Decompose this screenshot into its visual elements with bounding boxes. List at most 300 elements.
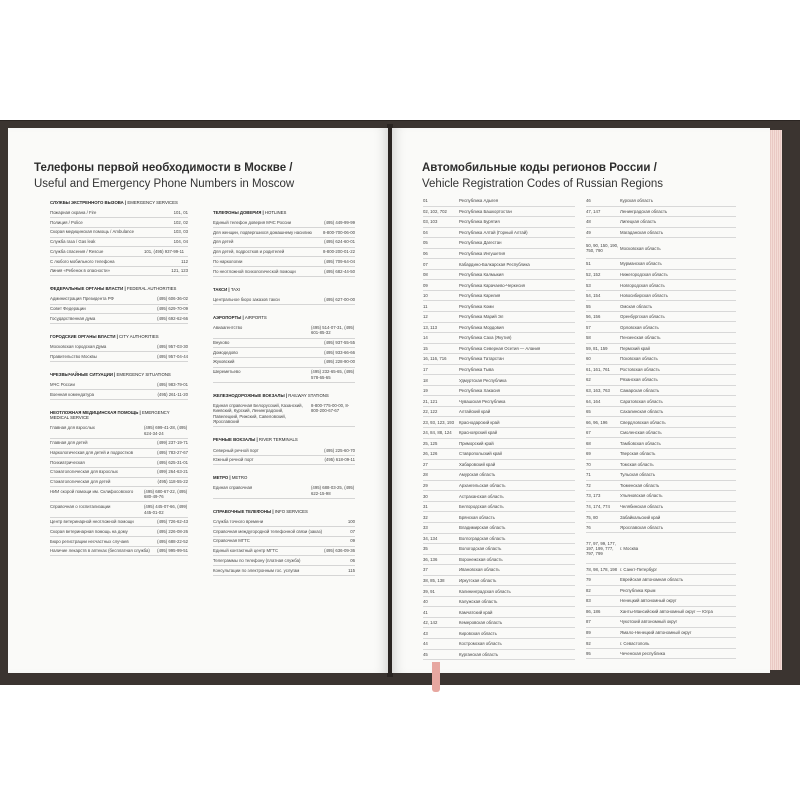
phone-label: Стоматологическая для взрослых [50,469,118,475]
phone-row [213,401,355,427]
phone-row [213,348,355,358]
region-row [586,460,736,471]
region-name: г. Москва [620,545,639,551]
phone-row [213,484,355,499]
phone-number: 103, 03 [173,229,188,235]
section-heading [50,372,188,378]
phone-row [50,478,188,488]
region-name: Республика Карелия [459,293,501,299]
section-heading [213,210,355,216]
region-name: Алтайский край [459,409,491,415]
phone-label: Администрация Президента РФ [50,296,114,302]
region-name: Республика Тыва [459,367,494,373]
section-heading [50,410,188,421]
region-row [423,344,575,355]
phone-number: (495) 933-66-66 [324,349,355,355]
region-row [423,618,575,629]
phone-label: Полиция / Police [50,219,83,225]
region-name: Челябинская область [620,504,664,510]
phone-label: Внуково [213,340,230,346]
region-code: 42, 142 [423,620,438,626]
section-heading-ru: ТАКСИ | [213,286,231,292]
phone-row [50,380,188,390]
phone-row [50,238,188,248]
region-code: 79 [586,577,591,583]
region-name: Чувашская Республика [459,398,506,404]
region-code: 75, 80 [586,514,598,520]
phone-label: МЧС России [50,381,75,387]
region-row [423,491,575,502]
region-name: Ростовская область [620,366,660,372]
region-row [423,365,575,376]
region-name: Ярославская область [620,525,664,531]
phone-row [213,527,355,537]
region-name: Республика Алтай (Горный Алтай) [459,229,528,235]
region-code: 86, 186 [586,608,601,614]
section-heading-en: AIRPORTS [244,314,267,320]
phone-number: (495) 937-55-55 [324,340,355,346]
region-name: г. Санкт-Петербург [620,566,658,572]
region-row [423,228,575,239]
phone-label: Центр ветеринарной неотложной помощи [50,519,134,525]
phone-label: Совет Федерации [50,306,86,312]
region-name: Вологодская область [459,546,502,552]
region-code: 77, 97, 99, 177, 197, 199, 777, 797, 799 [586,540,616,556]
region-name: Курская область [620,198,653,204]
region-code: 49 [586,229,591,235]
phone-row [213,556,355,566]
phone-row [213,257,355,267]
region-code: 95 [586,651,591,657]
region-name: Нижегородская область [620,272,668,277]
phone-row [50,247,188,257]
phone-row [213,228,355,238]
region-name: Томская область [620,461,654,467]
region-code: 33 [423,525,428,531]
region-name: Орловская область [620,324,659,330]
phone-label: Северный речной порт [213,447,259,453]
region-code: 92 [586,640,591,646]
phone-row [50,228,188,238]
region-name: Удмуртская Республика [459,377,507,383]
phone-row [50,257,188,267]
section-heading [213,475,355,481]
section-heading-en: EMERGENCY MEDICAL SERVICE [50,409,170,421]
region-row [423,354,575,365]
section-heading [50,200,188,206]
region-row [586,301,736,312]
phone-row [50,314,188,324]
region-row [423,481,575,492]
region-name: Ленинградская область [620,208,668,214]
region-code: 12 [423,314,428,320]
region-code: 70 [586,461,591,467]
region-code: 48 [586,219,591,225]
phone-row [50,547,188,557]
phone-row [213,267,355,277]
section-heading-en: METRO [231,475,248,481]
region-name: Московская область [620,245,661,251]
region-name: Кировская область [459,630,497,636]
region-name: Республика Коми [459,303,494,309]
section-heading-ru: СЛУЖБЫ ЭКСТРЕННОГО ВЫЗОВА | [50,200,128,205]
region-row [586,564,736,575]
phone-number: 121, 123 [171,268,188,274]
phone-label: Психиатрическая [50,459,85,465]
region-row [586,523,736,534]
region-row [586,270,736,281]
phone-section [213,210,355,277]
region-name: Владимирская область [459,525,506,531]
region-code: 35 [423,546,428,552]
region-name: Красноярский край [459,430,497,436]
section-heading-en: FEDERAL AUTHORITIES [126,286,177,292]
region-row [423,534,575,545]
phone-label: Справочная междугородной телефонной связи (заказ) [213,528,322,534]
region-code: 64, 164 [586,398,601,404]
region-row [423,544,575,555]
region-name: Иркутская область [459,577,497,583]
phone-row [50,424,188,439]
region-code: 06 [423,251,428,256]
phone-number: (495) 726-62-43 [157,519,188,525]
region-code: 17 [423,367,428,373]
region-row [586,491,736,502]
phone-label: Консультации по электронным гос. услугам [213,567,300,573]
phone-row [50,518,188,528]
region-code: 34, 134 [423,535,438,541]
phone-label: Центральное бюро заказов такси [213,296,280,302]
phone-label: Единая справочная Белорусский, Казанский, Киевский, Курский, Ленинградский, Павелецкий, Рижский, Савеловский, Ярославский [213,402,303,425]
section-heading-ru: ЧРЕЗВЫЧАЙНЫЕ СИТУАЦИИ | [50,371,117,377]
region-row [586,607,736,618]
phone-label: Пожарная охрана / Fire [50,210,97,216]
section-heading-en: RAILWAY STATIONS [288,392,329,398]
region-name: Кабардино-Балкарская Республика [459,261,530,267]
section-heading-ru: АЭРОПОРТЫ | [213,314,245,320]
phone-number: (495) 625-31-01 [157,459,188,465]
phone-label: Единый телефон доверия МЧС России [213,220,292,226]
phone-number: (495) 261-11-20 [157,391,188,397]
region-row [586,638,736,649]
region-row [423,586,575,597]
region-name: Ненецкий автономный округ [620,598,677,604]
region-code: 10 [423,293,428,299]
region-name: Курганская область [459,651,499,657]
region-name: Республика Хакасия [459,388,500,394]
phone-number: (495) 226-08-26 [157,528,188,534]
region-name: Ульяновская область [620,493,663,499]
phone-number: (499) 237-19-71 [157,440,188,446]
section-heading-en: EMERGENCY SITUATIONS [116,371,171,377]
phone-number: (495) 692-62-66 [157,315,188,321]
region-code: 08 [423,272,428,278]
region-code: 02, 102, 702 [423,208,447,214]
region-name: Краснодарский край [459,419,500,425]
region-code: 45 [423,651,428,657]
phone-number: 112 [181,258,188,264]
right-title-en: Vehicle Registration Codes of Russian Regions [422,178,663,190]
phone-label: Скорая медицинская помощь / Ambulance [50,229,135,235]
region-code: 78, 98, 178, 198 [586,566,618,572]
phone-row [213,456,355,466]
region-code: 43 [423,630,428,636]
region-name: Калининградская область [459,588,511,594]
region-row [586,386,736,397]
region-name: Тульская область [620,472,656,478]
phone-row [50,439,188,449]
region-name: Смоленская область [620,430,662,436]
region-name: Республика Бурятия [459,219,500,225]
region-code: 16, 116, 716 [423,356,447,362]
left-title-ru: Телефоны первой необходимости в Москве / [34,162,293,174]
phone-label: Главная для детей [50,440,88,446]
region-row [423,502,575,513]
region-code: 50, 90, 150, 190, 750, 790 [586,243,619,254]
region-code: 39, 91 [423,588,435,594]
phone-number: (495) 228-90-00 [324,359,355,365]
region-code: 24, 84, 88, 124 [423,430,452,436]
region-name: Республика Ингушетия [459,251,506,256]
region-row [586,354,736,365]
phone-number: (495) 606-36-02 [157,296,188,302]
region-name: Тюменская область [620,482,660,488]
phone-number: (495) 682-44-50 [324,268,355,274]
region-row [586,207,736,218]
codes-column-1 [423,196,575,660]
phone-number: 115 [348,567,355,573]
region-name: Ханты-Мансийский автономный округ — Югра [620,608,713,614]
section-heading-ru: ГОРОДСКИЕ ОРГАНЫ ВЛАСТИ | [50,333,120,339]
section-heading [50,286,188,292]
region-row [586,512,736,523]
region-row [586,322,736,333]
region-name: Ивановская область [459,567,500,573]
phone-row [50,502,188,517]
region-row [586,238,736,259]
phone-row [50,305,188,315]
phone-label: Домодедово [213,349,238,355]
region-row [423,639,575,650]
phone-number: (495) 629-70-09 [157,306,188,312]
phone-number: (495) 624-60-01 [324,239,355,245]
phone-section [50,200,188,276]
section-heading-en: EMERGENCY SERVICES [127,200,178,205]
section-heading-ru: МЕТРО | [213,475,232,481]
left-page [8,128,388,673]
region-row [423,333,575,344]
region-code: 76 [586,525,591,531]
region-row [423,470,575,481]
region-row [423,217,575,228]
region-name: Хабаровский край [459,461,496,467]
phone-number: (495) 783-27-67 [157,450,188,456]
phone-row [213,537,355,547]
region-row [586,438,736,449]
region-name: Магаданская область [620,229,664,235]
region-row [586,344,736,355]
region-name: Забайкальский край [620,514,661,520]
section-heading-ru: НЕОТЛОЖНАЯ МЕДИЦИНСКАЯ ПОМОЩЬ | [50,409,142,415]
region-code: 18 [423,377,428,383]
phone-label: Главная для взрослых [50,425,95,431]
region-row [423,301,575,312]
region-row [586,628,736,639]
region-name: Оренбургская область [620,314,665,320]
phone-number: (495) 957-03-30 [157,343,188,349]
region-code: 44 [423,641,428,647]
phone-row [50,390,188,400]
region-name: Республика Северная Осетия — Алания [459,345,541,351]
region-code: 03, 103 [423,219,438,225]
phone-number: (495) 232-65-65, (495) 578-65-65 [311,369,355,380]
region-code: 13, 113 [423,324,438,330]
phone-section [50,286,188,324]
region-row [423,270,575,281]
region-row [423,555,575,566]
region-row [586,196,736,207]
section-heading-en: RIVER TERMINALS [258,437,298,443]
region-row [423,576,575,587]
region-row [586,596,736,607]
phone-number: 104, 04 [173,239,188,245]
phone-number: 8-800-200-01-22 [322,249,355,255]
region-code: 23, 93, 123, 193 [423,419,455,425]
phone-section [50,372,188,400]
phone-number: (495) 688-22-52 [157,538,188,544]
region-name: Брянская область [459,514,495,520]
phone-label: Скорая ветеринарная помощь на дому [50,528,128,534]
phone-label: Для детей [213,239,234,245]
region-name: Республика Саха (Якутия) [459,335,512,341]
phone-row [50,487,188,502]
region-code: 69 [586,451,591,457]
region-row [586,428,736,439]
region-row [586,280,736,291]
region-row [423,597,575,608]
region-code: 82 [586,587,591,593]
phone-label: Жуковский [213,359,235,365]
phone-section [213,393,355,428]
region-name: Республика Башкортостан [459,208,512,214]
phone-number: (495) 449-99-99 [324,220,355,226]
section-heading-ru: СПРАВОЧНЫЕ ТЕЛЕФОНЫ | [213,509,275,514]
section-heading-ru: ФЕДЕРАЛЬНЫЕ ОРГАНЫ ВЛАСТИ | [50,286,127,292]
region-row [586,396,736,407]
phone-row [50,458,188,468]
region-code: 55 [586,303,591,309]
phone-number: 101, 01 [173,210,188,216]
phone-number: (499) 264-63-21 [157,469,188,475]
phone-number: (495) 699-41-28, (495) 624-34-24 [144,425,188,436]
phone-row [213,219,355,229]
section-heading [213,287,355,293]
region-row [423,607,575,618]
region-code: 07 [423,261,428,267]
phone-row [213,339,355,349]
region-name: Костромская область [459,641,502,647]
phone-number: 8-800-775-00-00, 8-800-200-67-67 [311,402,350,414]
phone-section [213,475,355,499]
region-name: Республика Крым [620,587,656,593]
region-code: 38, 85, 138 [423,577,445,583]
phone-row [213,518,355,528]
region-code: 74, 174, 774 [586,504,610,510]
section-heading [213,437,355,443]
left-title-en: Useful and Emergency Phone Numbers in Moscow [34,178,295,190]
region-name: Псковская область [620,356,658,362]
phone-label: Для женщин, подвергшихся домашнему насилию [213,229,312,235]
region-code: 87 [586,619,591,625]
region-code: 83 [586,598,591,604]
region-name: Саратовская область [620,398,663,404]
phone-number: (495) 688-03-25, (495) 622-15-98 [311,485,355,496]
phone-row [213,566,355,576]
region-code: 54, 154 [586,293,601,299]
phone-row [50,352,188,362]
phone-row [213,323,355,338]
right-page [392,128,770,673]
phone-label: Московская городская Дума [50,343,107,349]
phone-label: Наличие лекарств в аптеках (бесплатная служба) [50,548,150,554]
phone-label: Справочная МГТС [213,538,250,544]
region-row [423,650,575,661]
phone-label: Единая справочная [213,485,253,491]
phones-column-1 [50,200,188,566]
region-row [586,259,736,270]
region-name: Республика Карачаево-Черкесия [459,282,525,288]
phone-label: Наркологическая для детей и подростков [50,450,134,456]
region-row [423,196,575,207]
phone-number: 06 [350,557,355,563]
region-name: Амурская область [459,472,496,478]
section-heading-en: INFO SERVICES [274,509,308,514]
region-code: 51 [586,261,591,267]
region-code: 58 [586,335,591,341]
region-name: Воронежская область [459,556,503,562]
region-code: 32 [423,514,428,520]
region-row [423,460,575,471]
phone-number: (495) 636-09-36 [324,548,355,554]
region-row [586,470,736,481]
section-heading-ru: РЕЧНЫЕ ВОКЗАЛЫ | [213,437,259,443]
phone-label: Единый контактный центр МГТС [213,548,279,554]
region-row [423,428,575,439]
phone-row [213,547,355,557]
region-name: Приморский край [459,440,494,446]
region-code: 37 [423,567,428,573]
region-row [423,312,575,323]
region-name: Сахалинская область [620,409,664,415]
region-code: 63, 163, 763 [586,388,610,394]
phone-label: Государственная дума [50,315,96,321]
region-name: Омская область [620,303,653,309]
region-name: Липецкая область [620,219,657,225]
region-name: Свердловская область [620,419,666,425]
region-code: 29 [423,483,428,489]
phone-number: 07 [350,528,355,534]
region-name: Ямало-Ненецкий автономный округ [620,629,692,635]
region-code: 41 [423,609,428,615]
phone-row [213,358,355,368]
region-code: 05 [423,240,428,246]
region-code: 59, 81, 159 [586,345,608,351]
phone-label: Линия «Ребенок в опасности» [50,268,110,274]
region-name: Мурманская область [620,261,662,267]
section-heading [213,393,355,399]
region-code: 68 [586,440,591,446]
region-code: 65 [586,409,591,415]
